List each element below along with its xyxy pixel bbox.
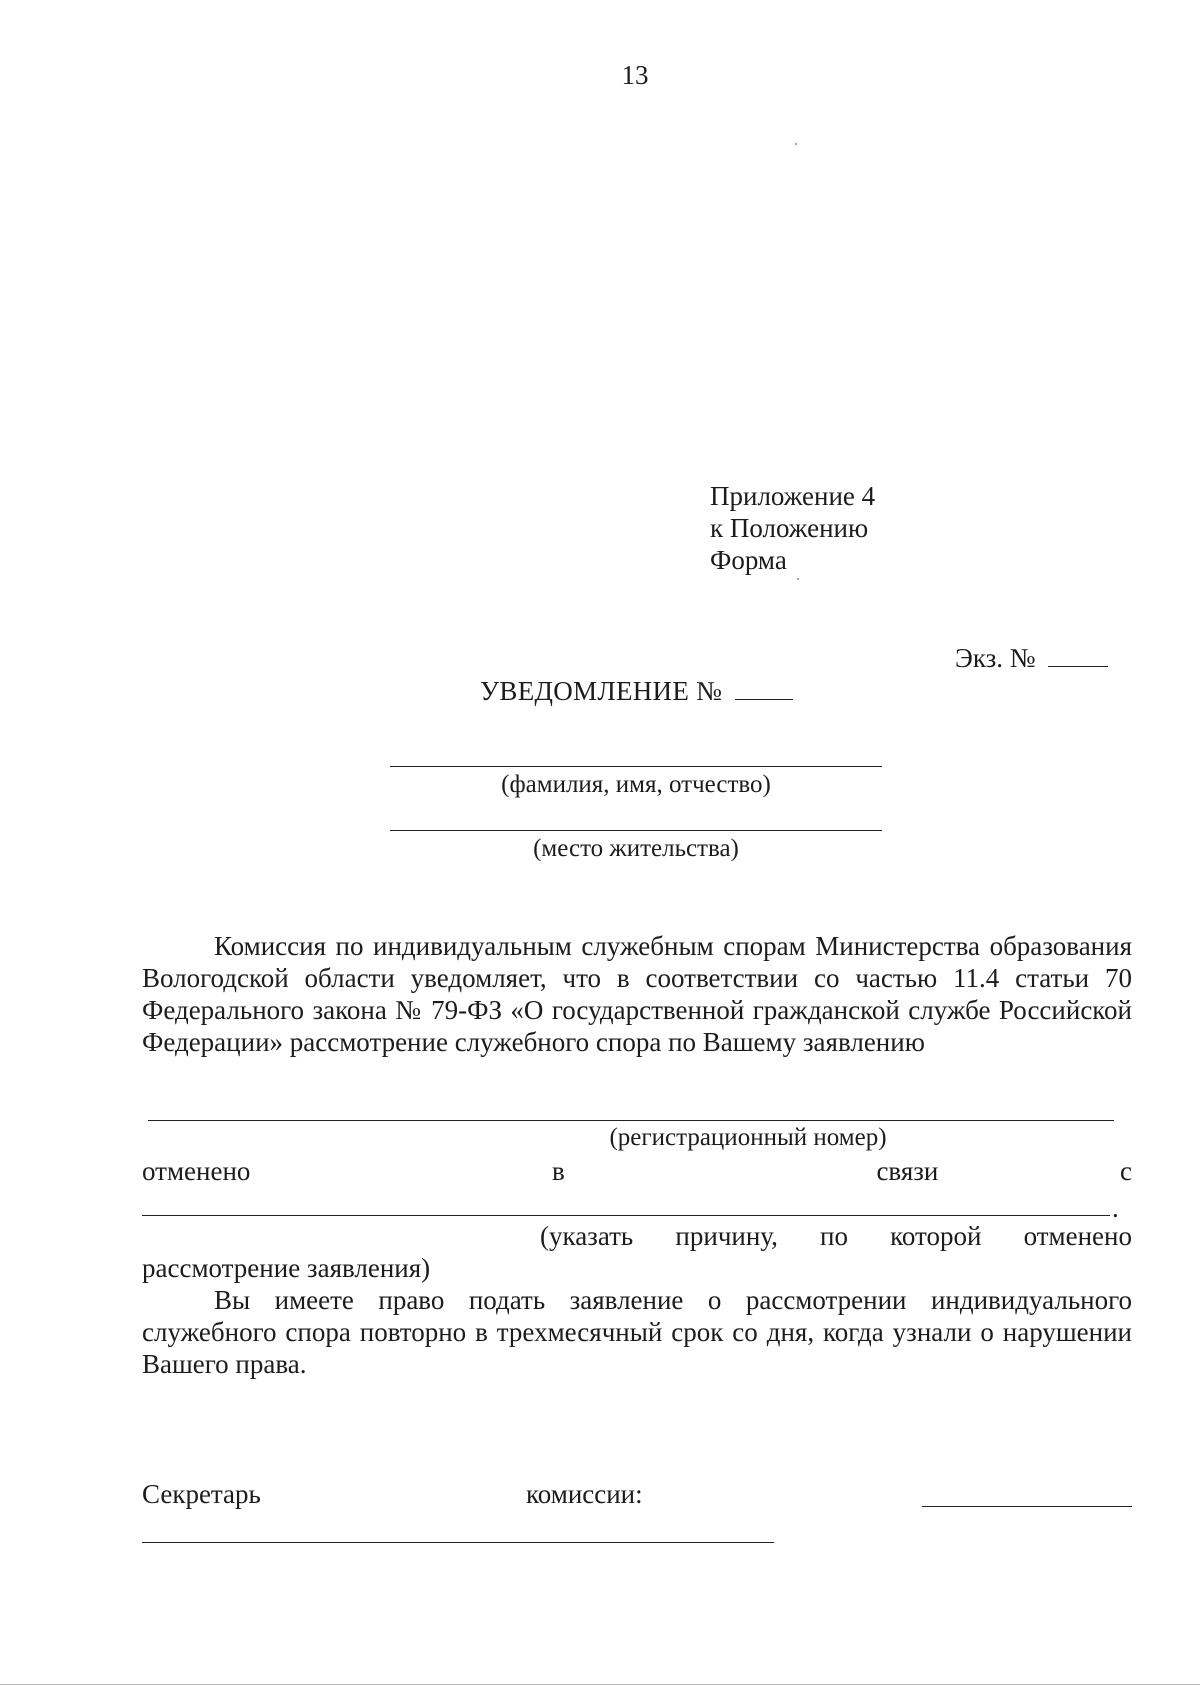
- commission-label: комиссии:: [526, 1479, 643, 1509]
- appendix-line-2: к Положению: [710, 513, 869, 543]
- body-paragraph-2: Вы имеете право подать заявление о рассмотрении индивидуального служебного спора повторно в трехмесячный срок со дня, когда узнали о нарушении Вашего права.: [142, 1285, 1132, 1379]
- copy-number: [955, 643, 1108, 674]
- scan-artifact: [795, 143, 797, 145]
- reason-line[interactable]: [142, 1215, 1110, 1216]
- appendix-line-1: Приложение 4: [710, 481, 876, 511]
- copy-label: Экз. №: [955, 643, 1036, 673]
- page-number: 13: [621, 60, 649, 90]
- residence-line[interactable]: [390, 830, 882, 831]
- reg-number-caption: (регистрационный номер): [609, 1124, 887, 1151]
- document-title: [480, 676, 793, 707]
- reason-caption-2: рассмотрение заявления): [142, 1253, 431, 1283]
- cancel-row: [142, 1156, 1132, 1187]
- cancel-word-4: с: [1120, 1156, 1132, 1186]
- reg-number-line[interactable]: [148, 1120, 1114, 1121]
- appendix-block: [710, 480, 875, 576]
- cancel-word-3: связи: [876, 1156, 939, 1186]
- copy-number-blank[interactable]: [1048, 644, 1108, 667]
- body-paragraph-1: Комиссия по индивидуальным служебным спорам Министерства образования Вологодской области уведомляет, что в соответствии со частью 11.4 статьи 70 Федерального закона № 79-ФЗ «О государственной гражданской службе Российской Федерации» рассмотрение служебного спора по Вашему заявлению: [142, 931, 1132, 1057]
- fio-line[interactable]: [390, 766, 882, 767]
- page-bottom-edge: [0, 1684, 1200, 1685]
- title-text: УВЕДОМЛЕНИЕ №: [480, 676, 723, 706]
- secretary-label: Секретарь: [142, 1479, 261, 1509]
- scan-artifact: [797, 578, 799, 580]
- fio-caption: (фамилия, имя, отчество): [501, 771, 771, 798]
- reason-caption-1: (указать причину, по которой отменено: [540, 1221, 1132, 1251]
- residence-caption: (место жительства): [533, 835, 739, 862]
- appendix-line-3: Форма: [710, 545, 787, 575]
- notice-number-blank[interactable]: [735, 677, 793, 700]
- signature-line[interactable]: [922, 1506, 1132, 1507]
- cancel-word-1: отменено: [142, 1156, 251, 1186]
- secretary-name-line[interactable]: [142, 1542, 774, 1543]
- reason-period: .: [1112, 1193, 1119, 1223]
- cancel-word-2: в: [552, 1156, 565, 1186]
